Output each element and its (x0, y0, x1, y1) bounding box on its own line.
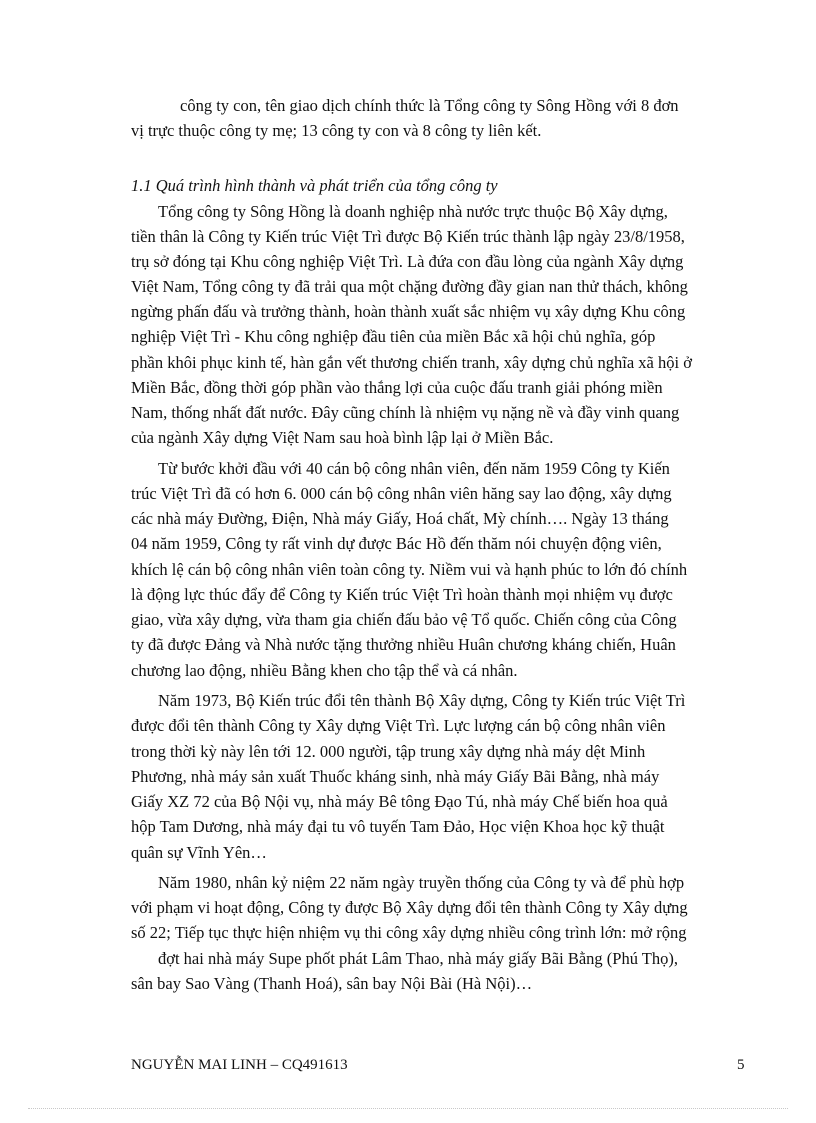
text-line: trúc Việt Trì đã có hơn 6. 000 cán bộ công nhân viên hăng say lao động, xây dựng (131, 484, 672, 503)
page-number: 5 (737, 1057, 745, 1073)
text-line: ngừng phấn đấu và trưởng thành, hoàn thành xuất sắc nhiệm vụ xây dựng Khu công (131, 302, 686, 321)
text-line: là động lực thúc đẩy để Công ty Kiến trúc Việt Trì hoàn thành mọi nhiệm vụ được (131, 585, 673, 604)
text-line: nghiệp Việt Trì - Khu công nghiệp đầu tiên của miền Bắc xã hội chủ nghĩa, góp (131, 327, 656, 346)
text-line: được đổi tên thành Công ty Xây dựng Việt Trì. Lực lượng cán bộ công nhân viên (131, 716, 666, 735)
text-line: Năm 1980, nhân kỷ niệm 22 năm ngày truyền thống của Công ty và để phù hợp (158, 873, 685, 892)
text-line: chương lao động, nhiều Bằng khen cho tập thể và cá nhân. (131, 661, 518, 680)
text-line: công ty con, tên giao dịch chính thức là Tổng công ty Sông Hồng với 8 đơn (180, 96, 679, 115)
text-line: 04 năm 1959, Công ty rất vinh dự được Bác Hồ đến thăm nói chuyện động viên, (131, 534, 662, 553)
text-line: Tổng công ty Sông Hồng là doanh nghiệp nhà nước trực thuộc Bộ Xây dựng, (158, 202, 668, 221)
text-line: vị trực thuộc công ty mẹ; 13 công ty con và 8 công ty liên kết. (131, 121, 542, 140)
text-line: Giấy XZ 72 của Bộ Nội vụ, nhà máy Bê tông Đạo Tú, nhà máy Chế biến hoa quả (131, 792, 668, 811)
text-line: hộp Tam Dương, nhà máy đại tu vô tuyến Tam Đảo, Học viện Khoa học kỹ thuật (131, 817, 665, 836)
text-line: quân sự Vĩnh Yên… (131, 843, 267, 862)
text-line: tiền thân là Công ty Kiến trúc Việt Trì được Bộ Kiến trúc thành lập ngày 23/8/1958, (131, 227, 685, 246)
text-line: khích lệ cán bộ công nhân viên toàn công ty. Niềm vui và hạnh phúc to lớn đó chính (131, 560, 688, 579)
text-line: với phạm vi hoạt động, Công ty được Bộ Xây dựng đổi tên thành Công ty Xây dựng (131, 898, 688, 917)
text-line: Việt Nam, Tổng công ty đã trải qua một chặng đường đầy gian nan thử thách, không (131, 277, 688, 296)
text-line: các nhà máy Đường, Điện, Nhà máy Giấy, Hoá chất, Mỳ chính…. Ngày 13 tháng (131, 509, 669, 528)
text-line: số 22; Tiếp tục thực hiện nhiệm vụ thi công xây dựng nhiều công trình lớn: mở rộng (131, 923, 687, 942)
section-heading: 1.1 Quá trình hình thành và phát triển của tổng công ty (131, 176, 498, 195)
page-bottom-divider (28, 1108, 788, 1109)
text-line: sân bay Sao Vàng (Thanh Hoá), sân bay Nội Bài (Hà Nội)… (131, 974, 533, 993)
text-line: của ngành Xây dựng Việt Nam sau hoà bình lập lại ở Miền Bắc. (131, 428, 554, 447)
footer-author: NGUYỄN MAI LINH – CQ491613 (131, 1057, 348, 1073)
text-line: Nam, thống nhất đất nước. Đây cũng chính là nhiệm vụ nặng nề và đầy vinh quang (131, 403, 680, 422)
text-line: đợt hai nhà máy Supe phốt phát Lâm Thao, nhà máy giấy Bãi Bằng (Phú Thọ), (158, 949, 678, 968)
text-line: Miền Bắc, đồng thời góp phần vào thắng lợi của cuộc đấu tranh giải phóng miền (131, 378, 663, 397)
text-line: trong thời kỳ này lên tới 12. 000 người, tập trung xây dựng nhà máy dệt Minh (131, 742, 646, 761)
text-line: trụ sở đóng tại Khu công nghiệp Việt Trì. Là đứa con đầu lòng của ngành Xây dựng (131, 252, 684, 271)
text-line: phần khôi phục kinh tế, hàn gắn vết thương chiến tranh, xây dựng chủ nghĩa xã hội ở (131, 353, 692, 372)
text-line: Phương, nhà máy sản xuất Thuốc kháng sinh, nhà máy Giấy Bãi Bằng, nhà máy (131, 767, 660, 786)
text-line: ty đã được Đảng và Nhà nước tặng thưởng nhiều Huân chương kháng chiến, Huân (131, 635, 676, 654)
text-line: Từ bước khởi đầu với 40 cán bộ công nhân viên, đến năm 1959 Công ty Kiến (158, 459, 670, 478)
text-line: giao, vừa xây dựng, vừa tham gia chiến đấu bảo vệ Tổ quốc. Chiến công của Công (131, 610, 677, 629)
text-line: Năm 1973, Bộ Kiến trúc đổi tên thành Bộ Xây dựng, Công ty Kiến trúc Việt Trì (158, 691, 686, 710)
